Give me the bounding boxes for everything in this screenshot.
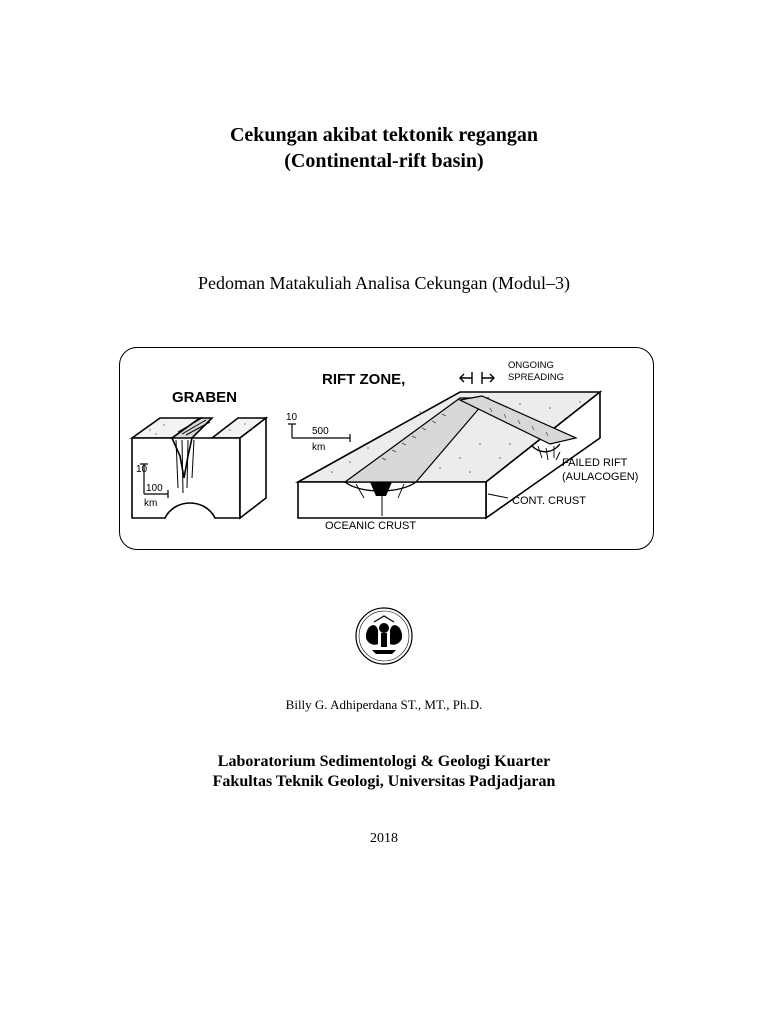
graben-scale-unit: km [144,498,158,509]
publication-year: 2018 [370,831,398,846]
document-title [0,122,768,174]
university-emblem-icon [354,606,414,666]
affiliation [0,752,768,792]
affiliation-line-1: Laboratorium Sedimentologi & Geologi Kuarter [217,753,551,770]
cont-crust-label: CONT. CRUST [512,495,586,507]
failed-rift-line1: FAILED RIFT [562,457,628,469]
title-line-2: (Continental-rift basin) [284,150,484,172]
spreading-arrows-icon [460,372,494,384]
rift-scale-vertical: 10 [286,412,298,423]
rift-basin-diagram [120,348,654,550]
rift-zone-label: RIFT ZONE, [322,371,406,388]
rift-basin-figure [119,347,654,550]
document-subtitle: Pedoman Matakuliah Analisa Cekungan (Modul–3) [198,273,570,293]
author-name: Billy G. Adhiperdana ST., MT., Ph.D. [285,697,483,712]
ongoing-label-line1: ONGOING [508,360,554,371]
failed-rift-line2: (AULACOGEN) [562,471,639,483]
affiliation-line-2: Fakultas Teknik Geologi, Universitas Padjadjaran [212,773,556,790]
graben-scale-horizontal: 100 [146,483,163,494]
graben-scale-vertical: 10 [136,464,148,475]
rift-scale-unit: km [312,442,326,453]
rift-scale-horizontal: 500 [312,426,329,437]
oceanic-crust-label: OCEANIC CRUST [325,520,417,532]
ongoing-label-line2: SPREADING [508,372,564,383]
graben-label: GRABEN [172,389,238,406]
title-line-1: Cekungan akibat tektonik regangan [229,124,539,146]
